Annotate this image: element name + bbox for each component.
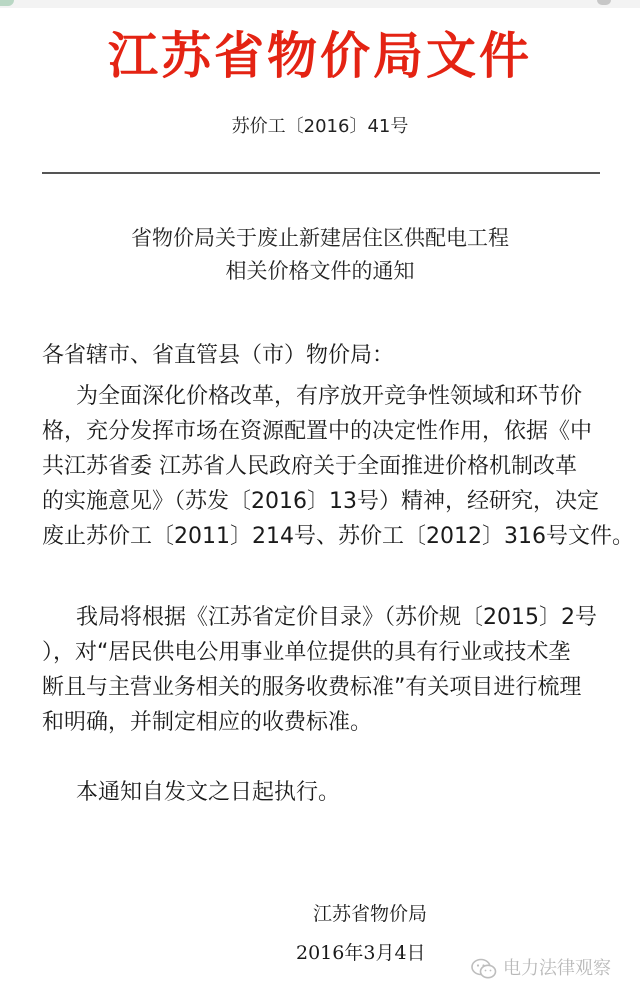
salutation: 各省辖市、省直管县（市）物价局： <box>42 343 395 368</box>
paragraph-2-line: 我局将根据《江苏省定价目录》（苏价规〔2015〕2号 <box>76 605 597 630</box>
paragraph-2-line: 和明确，并制定相应的收费标准。 <box>42 710 373 735</box>
signature-organization: 江苏省物价局 <box>313 903 428 925</box>
watermark-text: 电力法律观察 <box>503 958 611 979</box>
paragraph-1-line: 格，充分发挥市场在资源配置中的决定性作用，依据《中 <box>42 419 593 444</box>
paragraph-2-line: 断且与主营业务相关的服务收费标准”有关项目进行梳理 <box>42 675 582 700</box>
paragraph-2 <box>42 600 597 740</box>
paragraph-2-line: ），对“居民供电公用事业单位提供的具有行业或技术垄 <box>42 640 571 665</box>
notice-title-line-2: 相关价格文件的通知 <box>225 259 415 283</box>
paragraph-3-line: 本通知自发文之日起执行。 <box>76 780 341 805</box>
header-divider <box>42 172 600 174</box>
signature-date: 2016年3月4日 <box>296 942 426 964</box>
document-header-title: 江苏省物价局文件 <box>108 27 532 85</box>
paragraph-1 <box>42 379 634 554</box>
paragraph-1-line: 废止苏价工〔2011〕214号、苏价工〔2012〕316号文件。 <box>42 524 634 549</box>
paragraph-1-line: 为全面深化价格改革，有序放开竞争性领域和环节价 <box>76 384 583 409</box>
wechat-icon <box>471 958 497 980</box>
paragraph-1-line: 的实施意见》（苏发〔2016〕13号）精神，经研究，决定 <box>42 489 599 514</box>
notice-title <box>0 222 640 288</box>
paragraph-1-line: 共江苏省委 江苏省人民政府关于全面推进价格机制改革 <box>42 454 577 479</box>
notice-title-line-1: 省物价局关于废止新建居住区供配电工程 <box>131 226 509 250</box>
watermark <box>471 957 611 981</box>
document-number: 苏价工〔2016〕41号 <box>231 116 409 137</box>
top-status-strip <box>0 0 640 8</box>
paragraph-3 <box>42 775 340 810</box>
